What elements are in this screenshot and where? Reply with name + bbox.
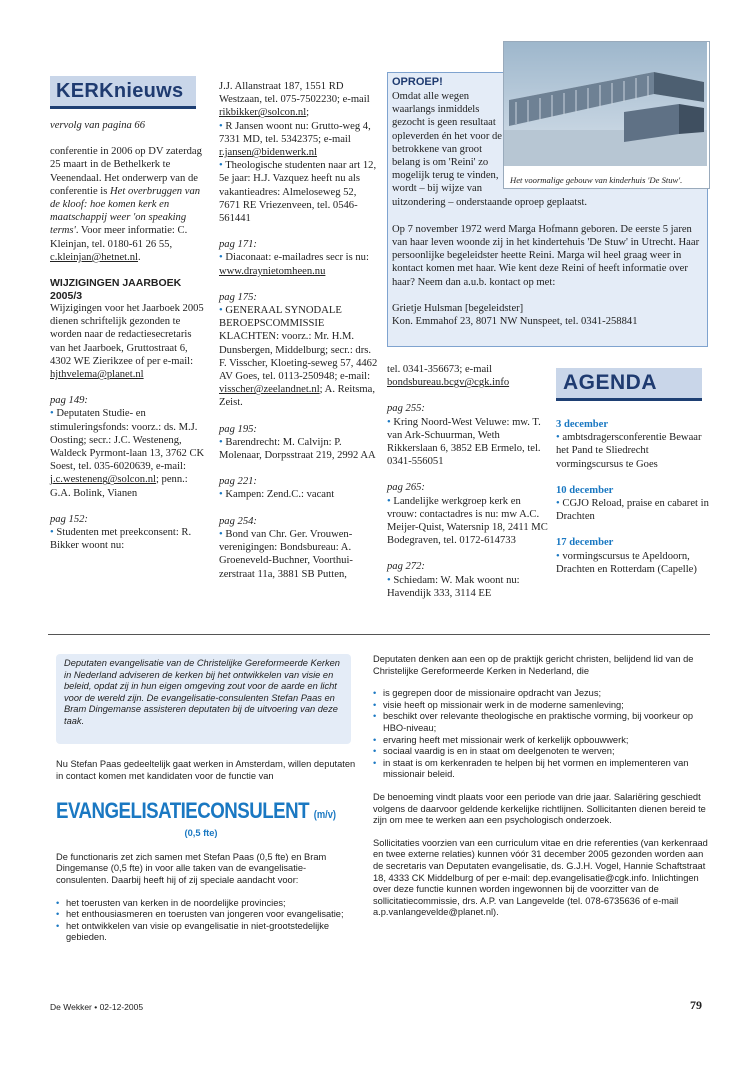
agenda-list — [556, 418, 712, 589]
list-item: • het toerusten van kerken in de noordelijke provincies; — [56, 898, 356, 910]
ad-paragraph: Sollicitaties voorzien van een curriculum vitae en drie referenties (van kerkenraad en twee externe relaties) kunnen vóór 31 december 2005 gezonden worden aan de secretaris van Deputaten evangelisatie, ds. G.J.H. Vogel, Hannie Schaftstraat 18, 4333 CK Middelburg of per e-mail: dep.evangelisatie@cgk.info. Inlichtingen over deze functie kunnen worden ingewonnen bij de voorzitter van de sollicitatiecommissie, drs. A.P. van Langevelde (tel. 078-6735636 of e-mail a.p.vanlangevelde@planet.nl). — [373, 837, 708, 918]
email-link[interactable]: hjthvelema@planet.nl — [50, 369, 144, 381]
oproep-contact-name: Grietje Hulsman [begeleidster] — [392, 302, 524, 314]
list-item: • visie heeft op missionair werk in de moderne samenleving; — [373, 700, 708, 712]
page-ref: pag 195: — [219, 423, 257, 435]
list-item: • het ontwikkelen van visie op evangelisatie in niet-grootstedelijke gebieden. — [56, 921, 356, 944]
ad-intro-box: Deputaten evangelisatie van de Christelijke Gereformeerde Kerken in Nederland adviseren de kerken bij het ontwikkelen van visie en beleid, opdat zij in hun eigen omgeving zout voor de aarde en licht voor de wereld zijn. De evangelisatie-consulenten Stefan Paas en Bram Dingemanse assisteren deputaten bij de uitvoering van deze taak. — [56, 654, 351, 744]
ad-paragraph: De functionaris zet zich samen met Stefan Paas (0,5 fte) en Bram Dingemanse (0,5 fte) in voor alle taken van de evangelisatie-consulenten. Daarbij heeft hij of zij speciale aandacht voor: — [56, 851, 327, 885]
ad-title-block — [56, 798, 356, 840]
list-item: • sociaal vaardig is en in staat om deelgenoten te werven; — [373, 746, 708, 758]
web-link[interactable]: www.draynietomheen.nu — [219, 265, 326, 277]
page-ref: pag 265: — [387, 482, 425, 494]
section-divider — [48, 634, 710, 635]
pag149-entry: • Deputaten Studie- en stimuleringsfonds: voorz.: ds. M.J. Oosting; secr.: J.C. Westeneng, Waldeck Pyrmont-laan 13, 3762 CK Soest, tel. 035-6020639, e-mail: j.c.westeneng@solcon.nl; penn.: G.A. Bolink, Vianen — [50, 408, 205, 499]
list-item: • beschikt over relevante theologische en praktische vorming, bij voorkeur op HBO-niveau; — [373, 711, 708, 734]
pag255-entry: • Kring Noord-West Veluwe: mw. T. van Ark-Schuurman, Weth Rikkerslaan 6, 3852 EB Ermelo, tel. 0341-556051 — [387, 416, 541, 468]
agenda-item: 3 december • ambtsdragersconferentie Bewaar het Pand te Sliedrecht vormingscursus te Goes — [556, 419, 702, 470]
vervolg-note: vervolg van pagina 66 — [50, 120, 146, 131]
pag171-entry: • Diaconaat: e-mailadres secr is nu: www.draynietomheen.nu — [219, 252, 369, 277]
pag175-entry: • GENERAAL SYNODALE BEROEPSCOMMISSIE KLACHTEN: voorz.: Mr. H.M. Dunsbergen, Middelburg; secr.: drs. F. Visscher, Kloeting-seweg 57, 4462 AV Goes, tel. 0113-250948; e-mail: visscher@zeelandnet.nl; A. Reitsma, Zeist. — [219, 305, 378, 409]
email-link[interactable]: c.kleinjan@hetnet.nl — [50, 251, 139, 263]
page-ref: pag 254: — [219, 515, 257, 527]
agenda-date: 17 december — [556, 537, 614, 549]
page-ref: pag 171: — [219, 239, 257, 251]
agenda-item: 17 december • vormingscursus te Apeldoorn, Drachten en Rotterdam (Capelle) — [556, 537, 697, 575]
oproep-p1: Omdat alle wegen waarlangs inmiddels gezocht is geen resultaat opleverden én het voor de betrokkene van groot belang is om 'Reini' zo mogelijk terug te vinden, wordt – bij wijze van uitzondering – onderstaande oproep geplaatst. — [392, 90, 704, 209]
email-link[interactable]: rikbikker@solcon.nl — [219, 107, 307, 119]
ad-list-1 — [56, 898, 356, 944]
oproep-contact-address: Kon. Emmahof 23, 8071 NW Nunspeet, tel. 0341-258841 — [392, 316, 638, 328]
page-ref: pag 221: — [219, 476, 257, 488]
list-item: • in staat is om kerkenraden te helpen bij het vormen en implementeren van missionair beleid. — [373, 758, 708, 781]
bond-tel: tel. 0341-356673; e-mail — [387, 364, 493, 375]
email-link[interactable]: visscher@zeelandnet.nl — [219, 384, 320, 396]
pag265-entry: • Landelijke werkgroep kerk en vrouw: contactadres is nu: mw A.C. Meijer-Quist, Watersnip 18, 2411 MC Bodegraven, tel. 0172-614733 — [387, 495, 548, 547]
ad-job-title: EVANGELISATIECONSULENT (m/v) — [56, 798, 337, 824]
theol-entry: • Theologische studenten naar art 12, 5e jaar: H.J. Vazquez heeft nu als vakantieadres: Almeloseweg 52, 7671 RE Vriezenveen, tel. 0546-561441 — [219, 160, 377, 225]
building-illustration — [504, 42, 707, 166]
column-1 — [50, 119, 208, 565]
list-item: • is gegrepen door de missionaire opdracht van Jezus; — [373, 688, 708, 700]
agenda-header — [556, 368, 702, 401]
email-link[interactable]: bondsbureau.bcgv@cgk.info — [387, 377, 510, 389]
jansen-entry: • R Jansen woont nu: Grutto-weg 4, 7331 MD, tel. 5342375; e-mail r.jansen@bidenwerk.nl — [219, 120, 371, 159]
page-number: 79 — [690, 998, 702, 1012]
ad-list-2 — [373, 688, 708, 781]
page-ref: pag 272: — [387, 561, 425, 573]
ad-paragraph: De benoeming vindt plaats voor een periode van drie jaar. Salariëring geschiedt volgens de daarvoor geldende kerkelijke richtlijnen. Sollicitanten dienen bereid te zijn om mee te werken aan een psychologisch onderzoek. — [373, 791, 706, 826]
agenda-date: 3 december — [556, 419, 609, 430]
page-ref: pag 175: — [219, 291, 257, 303]
jaarboek-paragraph: Wijzigingen voor het Jaarboek 2005 dienen schriftelijk gezonden te worden naar de redactiesecretaris van het Jaarboek, Gruttostraat 6, 4302 WE Zierikzee of per e-mail: hjthvelema@planet.nl — [50, 303, 204, 381]
ad-left-column — [56, 759, 356, 955]
pag195-entry: • Barendrecht: M. Calvijn: P. Molenaar, Dorpsstraat 219, 2992 AA — [219, 436, 376, 462]
conferentie-paragraph: conferentie in 2006 op DV zaterdag 25 maart in de Bethelkerk te Veenendaal. Het onderwerp van de conferentie is Het overbruggen van de kloof: hoe komen kerk en maatschappij weer 'on speaking terms'. Voor meer informatie: C. Kleinjan, tel. 0180-61 26 55, c.kleinjan@hetnet.nl. — [50, 146, 202, 263]
pag254-entry: • Bond van Chr. Ger. Vrouwen-verenigingen: Bondsbureau: A. Groeneveld-Buchner, Voorthui-zerstraat 11a, 3881 SB Putten, — [219, 528, 353, 580]
footer-source: De Wekker • 02-12-2005 — [50, 1002, 144, 1012]
bond-email-line — [387, 376, 549, 389]
column-3 — [387, 363, 549, 600]
photo-caption: Het voormalige gebouw van kinderhuis 'De Stuw'. — [510, 175, 683, 185]
agenda-date: 10 december — [556, 484, 614, 496]
pag221-entry: • Kampen: Zend.C.: vacant — [219, 489, 335, 501]
email-link[interactable]: r.jansen@bidenwerk.nl — [219, 147, 318, 159]
ad-fte: (0,5 fte) — [184, 828, 218, 839]
page-ref: pag 255: — [387, 403, 425, 415]
building-photo — [503, 41, 710, 189]
page-ref: pag 149: — [50, 395, 88, 407]
email-link[interactable]: j.c.westeneng@solcon.nl — [50, 474, 156, 486]
oproep-p2: Op 7 november 1972 werd Marga Hofmann geboren. De eerste 5 jaren van haar leven woonde zij in het kindertehuis 'De Stuw' in Utrecht. Haar persoonlijke begeleidster heette Reini. Marga wil heel graag weer in kontact komen met haar. Wie kent deze Reini of heeft informatie over haar? Neem dan a.u.b. kontact op met: — [392, 223, 700, 288]
column-2 — [219, 80, 379, 581]
ad-paragraph: Nu Stefan Paas gedeeltelijk gaat werken in Amsterdam, willen deputaten in contact komen met kandidaten voor de functie van — [56, 759, 356, 781]
list-item: • het enthousiasmeren en toerusten van jongeren voor evangelisatie; — [56, 909, 356, 921]
agenda-item: 10 december • CGJO Reload, praise en cabaret in Drachten — [556, 484, 709, 523]
agenda-title: AGENDA — [563, 371, 658, 394]
page-ref: pag 152: — [50, 513, 88, 525]
ad-paragraph: Deputaten denken aan een op de praktijk gericht christen, belijdend lid van de Christelijke Gereformeerde Kerken in Nederland, die — [373, 654, 694, 676]
jaarboek-heading: WIJZIGINGEN JAARBOEK 2005/3 — [50, 277, 182, 302]
pag272-entry: • Schiedam: W. Mak woont nu: Havendijk 333, 3114 EE — [387, 574, 520, 599]
ad-right-column — [373, 654, 708, 930]
pag152-entry: • Studenten met preekconsent: R. Bikker woont nu: — [50, 527, 192, 552]
list-item: • ervaring heeft met missionair werk of kerkelijk opbouwwerk; — [373, 735, 708, 747]
kerknieuws-header — [50, 76, 196, 109]
kerknieuws-title: KERKnieuws — [56, 80, 184, 102]
oproep-text-top — [392, 76, 504, 89]
oproep-title: OPROEP! — [392, 76, 443, 88]
bikker-address: J.J. Allanstraat 187, 1551 RD Westzaan, tel. 075-7502230; e-mail rikbikker@solcon.nl; — [219, 81, 370, 119]
